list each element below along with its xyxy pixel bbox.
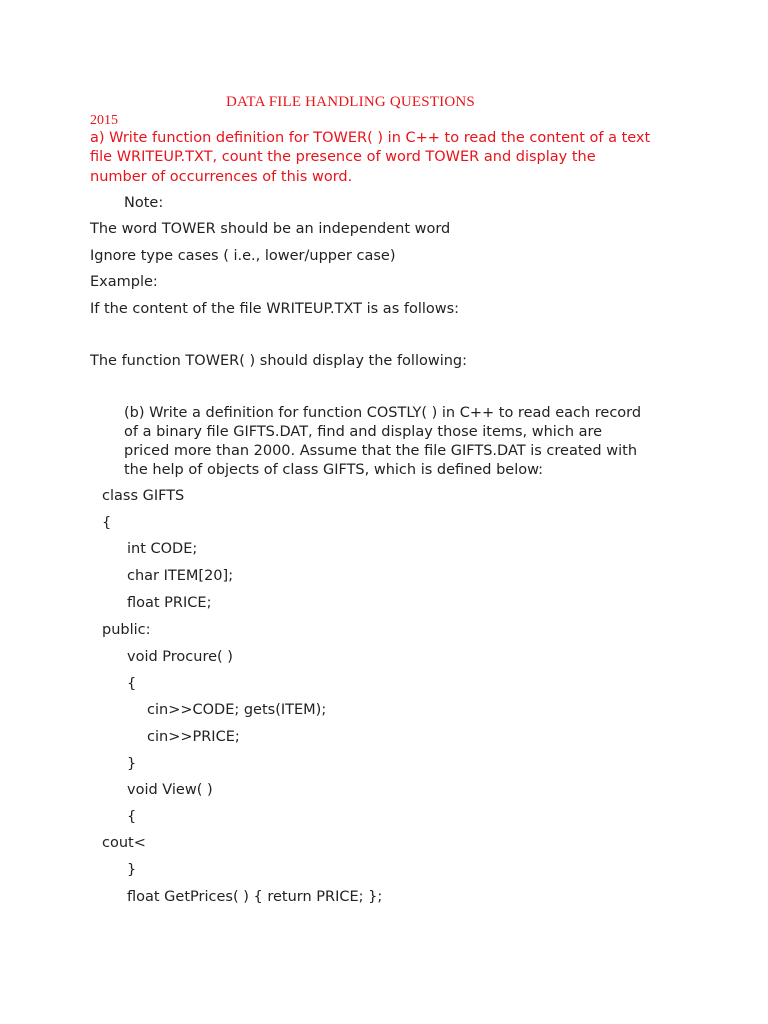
example-label: Example: [90, 274, 158, 290]
code-line: cin>>PRICE; [147, 729, 240, 745]
document-title: DATA FILE HANDLING QUESTIONS [226, 94, 475, 110]
display-intro: The function TOWER( ) should display the following: [90, 353, 468, 369]
note-label: Note: [124, 195, 164, 211]
code-line: public: [102, 622, 151, 638]
code-line: class GIFTS [102, 488, 185, 504]
question-b-line-4: the help of objects of class GIFTS, which is defined below: [124, 462, 544, 478]
question-b-line-3: priced more than 2000. Assume that the file GIFTS.DAT is created with [124, 443, 638, 459]
question-a-line-2: file WRITEUP.TXT, count the presence of word TOWER and display the [90, 149, 596, 165]
code-line: int CODE; [127, 541, 198, 557]
code-line: cin>>CODE; gets(ITEM); [147, 702, 327, 718]
code-line: cout< [102, 835, 146, 851]
code-line: } [127, 862, 137, 878]
code-line: { [127, 676, 137, 692]
rule-ignore-case: Ignore type cases ( i.e., lower/upper case) [90, 248, 396, 264]
question-a-line-1: a) Write function definition for TOWER( ) in C++ to read the content of a text [90, 130, 651, 146]
code-line: } [127, 756, 137, 772]
content-intro: If the content of the file WRITEUP.TXT is as follows: [90, 301, 460, 317]
code-line: float PRICE; [127, 595, 212, 611]
code-line: void Procure( ) [127, 649, 233, 665]
question-b-line-2: of a binary file GIFTS.DAT, find and display those items, which are [124, 424, 603, 440]
rule-independent-word: The word TOWER should be an independent word [90, 221, 451, 237]
code-line: char ITEM[20]; [127, 568, 234, 584]
code-line: void View( ) [127, 782, 213, 798]
question-b-line-1: (b) Write a definition for function COSTLY( ) in C++ to read each record [124, 405, 642, 421]
question-a-line-3: number of occurrences of this word. [90, 169, 353, 185]
code-line: float GetPrices( ) { return PRICE; }; [127, 889, 383, 905]
code-line: { [127, 809, 137, 825]
year-label: 2015 [90, 113, 118, 128]
code-line: { [102, 515, 112, 531]
